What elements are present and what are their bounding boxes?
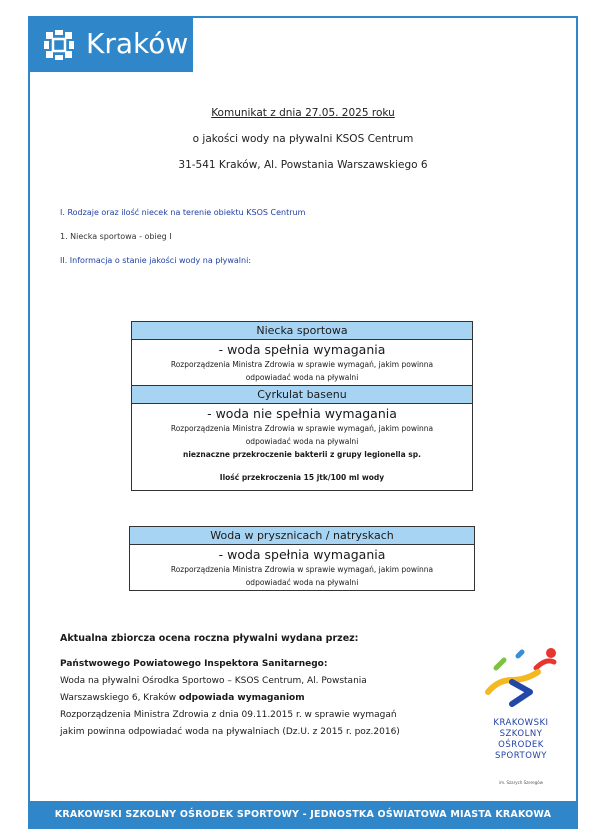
summary-line-1: Woda na pływalni Ośrodka Sportowo – KSOS Centrum, Al. Powstania	[60, 676, 367, 686]
shower-regulation-cont: odpowiadać woda na pływalni	[245, 578, 359, 587]
title-date: Komunikat z dnia 27.05. 2025 roku	[211, 107, 395, 119]
shower-result	[130, 545, 474, 590]
legionella-note: nieznaczne przekroczenie bakterii z grupy legionella sp.	[183, 450, 421, 459]
pool-regulation: Rozporządzenia Ministra Zdrowia w sprawie wymagań, jakim powinna	[170, 360, 434, 369]
krakow-logo-icon	[44, 30, 74, 60]
pool-status: - woda spełnia wymagania	[218, 342, 386, 357]
circulation-regulation-cont: odpowiadać woda na pływalni	[245, 437, 359, 446]
summary-line-2a: Warszawskiego 6, Kraków	[60, 693, 180, 703]
ksos-logo-l4: SPORTOWY	[495, 751, 547, 761]
table-header-showers: Woda w prysznicach / natryskach	[130, 527, 474, 545]
circulation-status: - woda nie spełnia wymagania	[207, 406, 397, 421]
shower-status: - woda spełnia wymagania	[218, 547, 386, 562]
title-subject: o jakości wody na pływalni KSOS Centrum	[192, 133, 414, 145]
ksos-logo-figure	[478, 640, 568, 790]
summary-body	[60, 656, 400, 741]
circulation-regulation: Rozporządzenia Ministra Zdrowia w sprawie wymagań, jakim powinna	[170, 424, 434, 433]
water-quality-table	[131, 321, 473, 491]
ksos-logo-subtitle: im. Szarych Szeregów	[498, 780, 544, 785]
shower-water-table	[129, 526, 475, 591]
ksos-logo-text	[486, 718, 556, 762]
section-1-heading: I. Rodzaje oraz ilość niecek na terenie obiektu KSOS Centrum	[60, 208, 306, 217]
pool-result	[132, 340, 472, 385]
summary-authority: Państwowego Powiatowego Inspektora Sanitarnego:	[60, 659, 328, 669]
footer-bar: KRAKOWSKI SZKOLNY OŚRODEK SPORTOWY - JEDNOSTKA OŚWIATOWA MIASTA KRAKOWA	[28, 801, 578, 829]
circulation-result	[132, 404, 472, 490]
title-address: 31-541 Kraków, Al. Powstania Warszawskiego 6	[178, 159, 428, 171]
summary-line-4: jakim powinna odpowiadać woda na pływalniach (Dz.U. z 2015 r. poz.2016)	[60, 727, 400, 737]
logo-text: Kraków	[86, 27, 189, 60]
ksos-logo-l3: OŚRODEK	[498, 740, 544, 750]
ksos-logo-l1: KRAKOWSKI	[493, 718, 549, 728]
table-header-circulation: Cyrkulat basenu	[132, 385, 472, 404]
shower-regulation: Rozporządzenia Ministra Zdrowia w sprawie wymagań, jakim powinna	[170, 565, 434, 574]
summary-line-2	[60, 690, 400, 707]
exceedance-note: Ilość przekroczenia 15 jtk/100 ml wody	[219, 473, 385, 482]
summary-line-2b: odpowiada wymaganiom	[179, 693, 305, 703]
section-1-item: 1. Niecka sportowa - obieg I	[60, 232, 172, 241]
pool-regulation-cont: odpowiadać woda na pływalni	[245, 373, 359, 382]
section-2-heading: II. Informacja o stanie jakości wody na pływalni:	[60, 256, 252, 265]
summary-heading: Aktualna zbiorcza ocena roczna pływalni wydana przez:	[60, 633, 359, 644]
ksos-logo-l2: SZKOLNY	[499, 729, 543, 739]
krakow-logo	[30, 18, 193, 72]
table-header-pool: Niecka sportowa	[132, 322, 472, 340]
summary-line-3: Rozporządzenia Ministra Zdrowia z dnia 09.11.2015 r. w sprawie wymagań	[60, 710, 397, 720]
